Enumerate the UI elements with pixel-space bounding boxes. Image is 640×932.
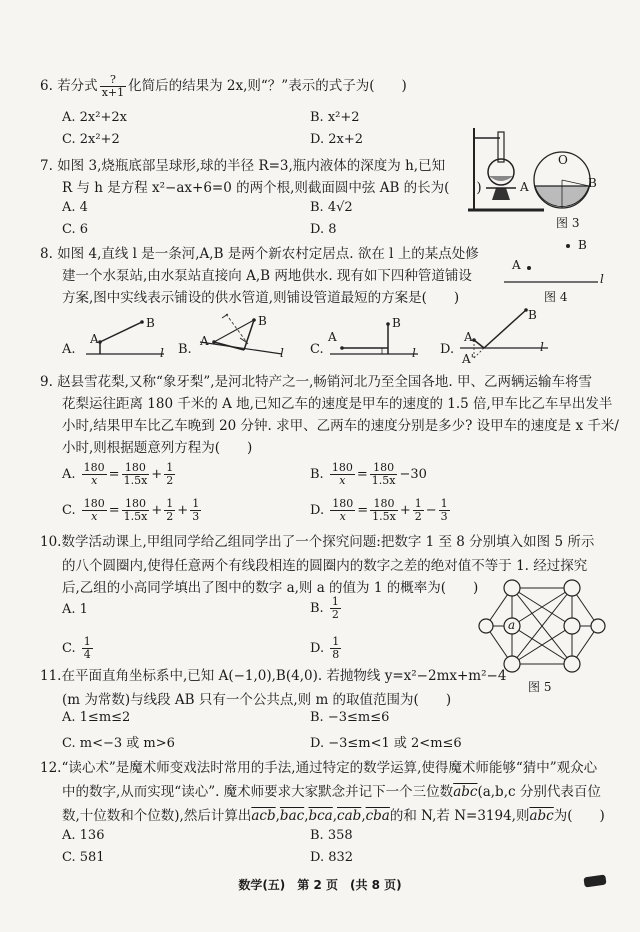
q8-option-b[interactable]: B.: [178, 342, 192, 357]
fig3-label-o: O: [558, 153, 568, 167]
q7-line2: R 与 h 是方程 x²−ax+6=0 的两个根,则截面圆中弦 AB 的长为( ): [62, 180, 482, 196]
page-footer: 数学(五) 第 2 页 (共 8 页): [238, 878, 402, 892]
fig3-label-a: A: [520, 180, 529, 194]
q6-stem: 6. 若分式 $\frac{?}{x+1}$ 化简后的结果为 2x,则“？”表示的式子为( ): [40, 73, 407, 99]
q8d-label-l: l: [540, 340, 544, 354]
q11-option-b[interactable]: B. −3≤m≤6: [310, 710, 390, 725]
q12-option-c[interactable]: C. 581: [62, 850, 105, 865]
q8-line1: 8. 如图 4,直线 l 是一条河,A,B 是两个新农村定居点. 欲在 l 上的某点处修: [40, 246, 479, 262]
q12-option-b[interactable]: B. 358: [310, 828, 353, 843]
q11-option-c[interactable]: C. m<−3 或 m>6: [62, 736, 175, 751]
q10-line2: 的八个圆圈内,使得任意两个有线段相连的圆圈内的数字之差的绝对值不等于 1. 经过探究: [62, 558, 588, 574]
q10-option-a[interactable]: A. 1: [62, 602, 88, 617]
q8-option-a[interactable]: A.: [62, 342, 76, 357]
q10-option-c[interactable]: C. $\frac{1}{4}$: [62, 635, 91, 661]
q9-line1: 9. 赵县雪花梨,又称“象牙梨”,是河北特产之一,畅销河北乃至全国各地. 甲、乙两辆运输车将雪: [40, 374, 592, 390]
q8c-label-a: A: [328, 330, 337, 344]
q7-option-c[interactable]: C. 6: [62, 222, 89, 237]
q9-line3: 小时,结果甲车比乙车晚到 20 分钟. 求甲、乙两车的速度分别是多少? 设甲车的速度是 x 千米/: [62, 418, 619, 434]
q9-option-d[interactable]: D. $\frac{180}{x}$ = $\frac{180}{1.5x}$ + $\frac{1}{2}$ − $\frac{1}{3}$: [310, 497, 448, 523]
q7-option-b[interactable]: B. 4√2: [310, 200, 353, 215]
q9-option-c[interactable]: C. $\frac{180}{x}$ = $\frac{180}{1.5x}$ + $\frac{1}{2}$ + $\frac{1}{3}$: [62, 497, 200, 523]
q12-line1: 12.“读心术”是魔术师变戏法时常用的手法,通过特定的数学运算,使得魔术师能够“猜中”观众心: [40, 760, 598, 776]
q6-fraction: $\frac{?}{x+1}$: [101, 73, 125, 99]
q8a-label-l: l: [160, 346, 164, 360]
q11-line2: (m 为常数)与线段 AB 只有一个公共点,则 m 的取值范围为( ): [62, 692, 452, 708]
q10-line3: 后,乙组的小高同学填出了图中的数字 a,则 a 的值为 1 的概率为( ): [62, 580, 479, 596]
figure-5-graph: [478, 574, 606, 678]
q8-diagram-b: [196, 306, 292, 358]
q8-line3: 方案,图中实线表示铺设的供水管道,则铺设管道最短的方案是( ): [62, 290, 460, 306]
q12-option-d[interactable]: D. 832: [310, 850, 354, 865]
q10-option-b[interactable]: B. $\frac{1}{2}$: [310, 595, 339, 621]
q12-line2: 中的数字,从而实现“读心”. 魔术师要求大家默念并记下一个三位数$\overline{abc}(a,b,c$ 分别代表百位: [62, 784, 601, 800]
q8c-label-l: l: [412, 346, 416, 360]
fig3-caption: 图 3: [556, 216, 580, 230]
q8d-label-b: B: [528, 308, 537, 322]
q11-line1: 11.在平面直角坐标系中,已知 A(−1,0),B(4,0). 若抛物线 y=x²−2mx+m²−4: [40, 668, 507, 684]
fig5-caption: 图 5: [528, 680, 552, 694]
q10-line1: 10.数学活动课上,甲组同学给乙组同学出了一个探究问题:把数字 1 至 8 分别填入如图 5 所示: [40, 534, 595, 550]
q8b-label-l: l: [280, 346, 284, 360]
fig3-label-b: B: [588, 176, 597, 190]
q8d-label-a: A: [464, 330, 473, 344]
q11-option-d[interactable]: D. −3≤m<1 或 2<m≤6: [310, 736, 462, 751]
q12-line3: 数,十位数和个位数),然后计算出$\overline{acb},\overline{bac},\overline{bca},\overline{cab},\overline{cba}$的和 N,若 N=3194,则$\overline{abc}$为( ): [62, 808, 605, 824]
q9-option-a[interactable]: A. $\frac{180}{x}$ = $\frac{180}{1.5x}$ + $\frac{1}{2}$: [62, 461, 174, 487]
q10-option-d[interactable]: D. $\frac{1}{8}$: [310, 635, 340, 661]
fig4-label-b: B: [578, 238, 587, 252]
q8b-label-a: A: [200, 334, 209, 348]
q8-option-c[interactable]: C.: [310, 342, 324, 357]
q9-line4: 小时,则根据题意列方程为( ): [62, 440, 253, 456]
q9-line2: 花梨运往距离 180 千米的 A 地,已知乙车的速度是甲车的速度的 1.5 倍,甲车比乙车早出发半: [62, 396, 613, 412]
q11-option-a[interactable]: A. 1≤m≤2: [62, 710, 131, 725]
q7-option-d[interactable]: D. 8: [310, 222, 337, 237]
q7-option-a[interactable]: A. 4: [62, 200, 88, 215]
fig4-label-l: l: [600, 272, 604, 286]
q9-option-b[interactable]: B. $\frac{180}{x}$ = $\frac{180}{1.5x}$ −30: [310, 461, 427, 487]
q8-diagram-c: [326, 312, 426, 358]
q7-line1: 7. 如图 3,烧瓶底部呈球形,球的半径 R=3,瓶内液体的深度为 h,已知: [40, 158, 446, 174]
q8a-label-a: A: [90, 332, 99, 346]
fig4-caption: 图 4: [544, 290, 568, 304]
q6-option-a[interactable]: A. 2x²+2x: [62, 110, 127, 125]
q8-option-d[interactable]: D.: [440, 342, 455, 357]
q8d-label-a-prime: A': [462, 352, 474, 366]
q12-option-a[interactable]: A. 136: [62, 828, 105, 843]
fig4-label-a: A: [512, 258, 521, 272]
q6-option-d[interactable]: D. 2x+2: [310, 132, 363, 147]
q8-line2: 建一个水泵站,由水泵站直接向 A,B 两地供水. 现有如下四种管道铺设: [62, 268, 472, 284]
q6-option-b[interactable]: B. x²+2: [310, 110, 360, 125]
q8b-label-b: B: [258, 314, 267, 328]
fig5-label-a: a: [508, 618, 516, 632]
q8a-label-b: B: [146, 316, 155, 330]
q6-option-c[interactable]: C. 2x²+2: [62, 132, 120, 147]
q8c-label-b: B: [392, 316, 401, 330]
